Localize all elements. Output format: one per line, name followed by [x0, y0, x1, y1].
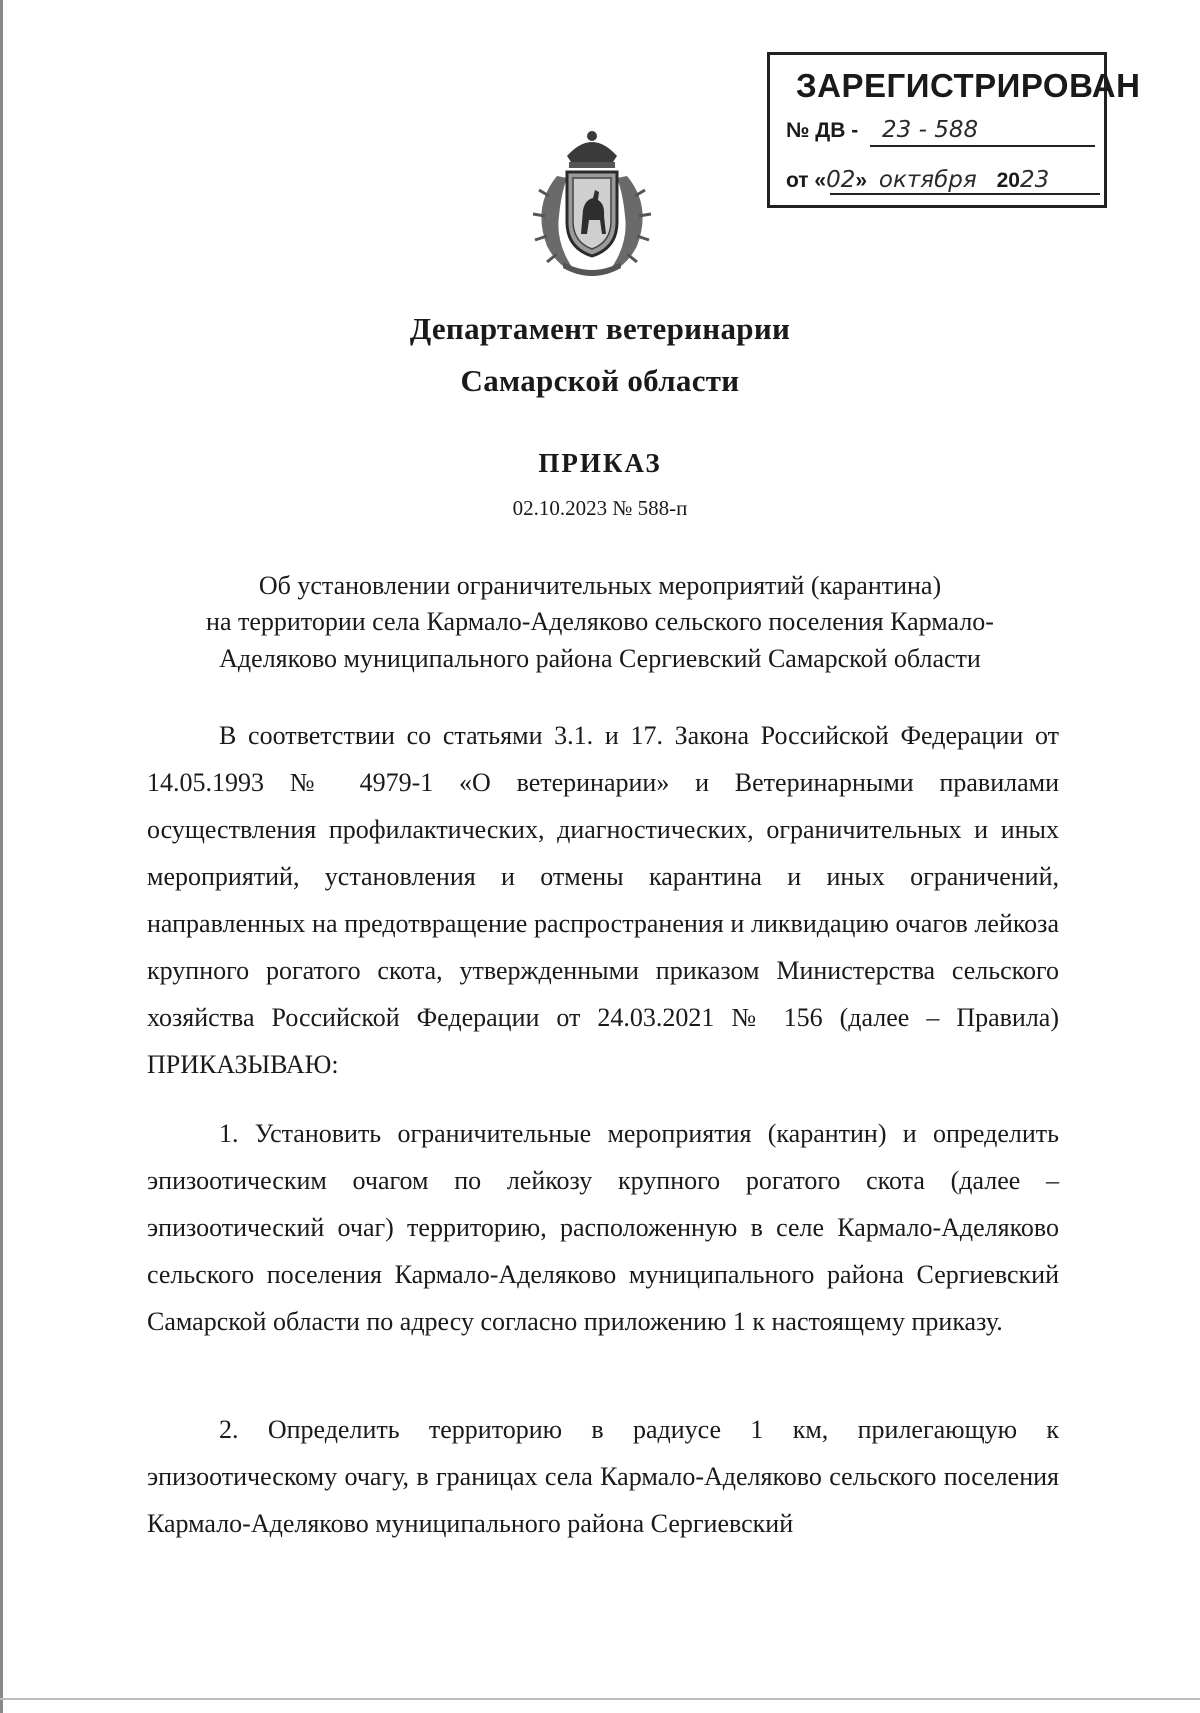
stamp-date-row — [786, 167, 1049, 193]
stamp-date-year-printed: 20 — [996, 169, 1020, 192]
stamp-date-year-handwritten: 23 — [1019, 167, 1050, 193]
order-subject-line-3: Аделяково муниципального района Сергиевский Самарской области — [219, 644, 981, 673]
order-subject-line-1: Об установлении ограничительных мероприятий (карантина) — [258, 571, 942, 600]
order-title: ПРИКАЗ — [538, 448, 662, 478]
registration-stamp — [767, 52, 1141, 208]
body-paragraph-preamble: В соответствии со статьями 3.1. и 17. Закона Российской Федерации от 14.05.1993 № 4979-1 «О ветеринарии» и Ветеринарными правилами осуществления профилактических, диагностических, ограничительных и иных мероприятий, установления и отмены карантина и иных ограничений, направленных на предотвращение распространения и ликвидацию очагов лейкоза крупного рогатого скота, утвержденными приказом Министерства сельского хозяйства Российской Федерации от 24.03.2021 № 156 (далее – Правила) ПРИКАЗЫВАЮ: — [147, 721, 1059, 1079]
department-region: Самарской области — [460, 363, 740, 398]
stamp-number-prefix: № ДВ - — [786, 119, 859, 142]
stamp-title: ЗАРЕГИСТРИРОВАН — [796, 67, 1141, 104]
order-date-number: 02.10.2023 № 588-п — [512, 496, 688, 520]
scan-edge-left — [0, 0, 3, 1713]
stamp-number-handwritten: 23 - 588 — [882, 117, 979, 143]
stamp-number-underline — [870, 145, 1095, 147]
stamp-date-prefix: от « — [786, 169, 827, 192]
scan-edge-bottom — [0, 1698, 1200, 1700]
body-paragraph-item-2: 2. Определить территорию в радиусе 1 км, прилегающую к эпизоотическому очагу, в границах села Кармало-Аделяково сельского поселения Кармало-Аделяково муниципального района Сергиевский — [147, 1415, 1059, 1538]
stamp-date-month: октября — [878, 167, 977, 193]
department-name: Департамент ветеринарии — [409, 311, 791, 346]
order-subject-line-2: на территории села Кармало-Аделяково сельского поселения Кармало- — [206, 607, 994, 636]
stamp-number-row — [786, 117, 978, 143]
stamp-date-mid: » — [855, 169, 868, 192]
stamp-date-underline — [830, 193, 1100, 195]
stamp-date-day: 02 — [826, 167, 856, 193]
body-paragraph-item-1: 1. Установить ограничительные мероприятия (карантин) и определить эпизоотическим очагом по лейкозу крупного рогатого скота (далее – эпизоотический очаг) территорию, расположенную в селе Кармало-Аделяково сельского поселения Кармало-Аделяково муниципального района Сергиевский Самарской области по адресу согласно приложению 1 к настоящему приказу. — [147, 1119, 1059, 1336]
coat-of-arms-icon — [527, 126, 657, 282]
